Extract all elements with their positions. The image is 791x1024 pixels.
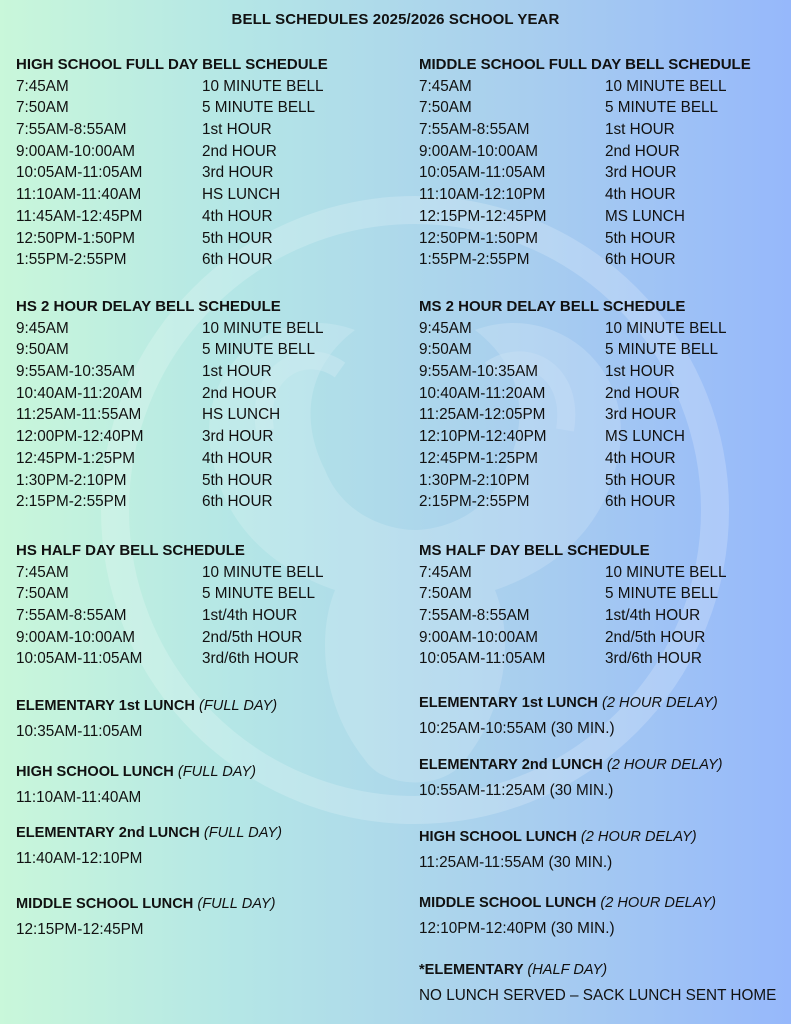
schedule-time: 7:50AM <box>419 99 472 117</box>
lunch-name: ELEMENTARY 2nd LUNCH <box>16 825 200 841</box>
schedule-row <box>16 228 396 250</box>
schedule-label: 5 MINUTE BELL <box>202 341 316 359</box>
schedule-time: 10:05AM-11:05AM <box>16 650 143 668</box>
schedule-label: 10 MINUTE BELL <box>605 77 727 95</box>
lunch-heading <box>16 823 396 843</box>
lunch-time: 10:55AM-11:25AM (30 MIN.) <box>419 782 614 799</box>
schedule-row <box>16 162 396 184</box>
schedule-row <box>419 119 791 141</box>
schedule-label: 4th HOUR <box>202 207 273 225</box>
schedule-row <box>419 491 791 513</box>
schedule-time: 7:50AM <box>16 99 69 117</box>
schedule-label: 10 MINUTE BELL <box>605 563 727 581</box>
schedule-label: 5th HOUR <box>605 471 676 489</box>
lunch-time: 12:10PM-12:40PM (30 MIN.) <box>419 920 615 937</box>
schedule-heading: MS 2 HOUR DELAY BELL SCHEDULE <box>419 298 686 315</box>
lunch-qualifier: (2 HOUR DELAY) <box>606 757 723 773</box>
lunch-heading <box>419 960 791 980</box>
schedule-label: 3rd HOUR <box>605 406 677 424</box>
schedule-label: 6th HOUR <box>605 493 676 511</box>
schedule-time: 9:00AM-10:00AM <box>419 142 539 160</box>
ms-full-day-schedule <box>419 54 791 271</box>
hs-half-day-schedule <box>16 540 396 670</box>
lunch-block <box>16 762 396 808</box>
lunch-qualifier: (2 HOUR DELAY) <box>602 695 718 711</box>
lunch-time: 11:40AM-12:10PM <box>16 850 143 867</box>
schedule-row <box>16 206 396 228</box>
schedule-label: 5 MINUTE BELL <box>202 99 316 117</box>
lunch-qualifier: (2 HOUR DELAY) <box>600 895 717 911</box>
page-title: BELL SCHEDULES 2025/2026 SCHOOL YEAR <box>231 11 560 28</box>
lunch-name: HIGH SCHOOL LUNCH <box>419 829 577 845</box>
schedule-label: 1st HOUR <box>202 363 272 381</box>
schedule-time: 11:10AM-11:40AM <box>16 186 142 204</box>
lunch-block <box>16 894 396 940</box>
schedule-label: 1st/4th HOUR <box>605 607 701 625</box>
schedule-label: 2nd HOUR <box>202 142 277 160</box>
schedule-time: 12:15PM-12:45PM <box>419 207 547 225</box>
schedule-time: 9:45AM <box>419 319 472 337</box>
schedule-label: 3rd HOUR <box>605 164 677 182</box>
schedule-label: 2nd HOUR <box>605 384 680 402</box>
schedule-time: 7:55AM-8:55AM <box>16 607 127 625</box>
schedule-label: 10 MINUTE BELL <box>202 319 324 337</box>
schedule-time: 11:10AM-12:10PM <box>419 186 546 204</box>
schedule-label: 5th HOUR <box>202 229 273 247</box>
lunch-qualifier: (FULL DAY) <box>203 825 282 841</box>
schedule-row <box>419 448 791 470</box>
schedule-time: 9:55AM-10:35AM <box>16 363 136 381</box>
schedule-heading: HS 2 HOUR DELAY BELL SCHEDULE <box>16 298 281 315</box>
schedule-label: MS LUNCH <box>605 428 685 446</box>
schedule-time: 10:05AM-11:05AM <box>16 164 143 182</box>
schedule-heading: MIDDLE SCHOOL FULL DAY BELL SCHEDULE <box>419 56 751 73</box>
schedule-row <box>419 404 791 426</box>
lunch-qualifier: (FULL DAY) <box>197 896 276 912</box>
schedule-time: 9:45AM <box>16 319 69 337</box>
schedule-label: HS LUNCH <box>202 186 281 204</box>
schedule-time: 7:55AM-8:55AM <box>419 607 530 625</box>
lunch-name: HIGH SCHOOL LUNCH <box>16 764 174 780</box>
schedule-row <box>16 184 396 206</box>
hs-full-day-schedule <box>16 54 396 271</box>
schedule-heading: HS HALF DAY BELL SCHEDULE <box>16 542 245 559</box>
lunch-time: 11:25AM-11:55AM (30 MIN.) <box>419 854 613 871</box>
schedule-label: 2nd/5th HOUR <box>605 628 706 646</box>
schedule-time: 11:25AM-11:55AM <box>16 406 142 424</box>
schedule-row <box>16 583 396 605</box>
schedule-row <box>419 76 791 98</box>
schedule-time: 7:55AM-8:55AM <box>419 121 530 139</box>
schedule-time: 2:15PM-2:55PM <box>16 493 127 511</box>
schedule-row <box>419 605 791 627</box>
schedule-label: 3rd HOUR <box>202 164 274 182</box>
schedule-time: 9:50AM <box>419 341 472 359</box>
lunch-name: MIDDLE SCHOOL LUNCH <box>419 895 597 911</box>
schedule-time: 1:55PM-2:55PM <box>419 251 530 269</box>
schedule-label: 10 MINUTE BELL <box>605 319 727 337</box>
schedule-heading: MS HALF DAY BELL SCHEDULE <box>419 542 650 559</box>
schedule-time: 7:45AM <box>16 77 69 95</box>
hs-2-hour-delay-schedule <box>16 296 396 513</box>
schedule-label: 2nd HOUR <box>202 384 277 402</box>
lunch-time: 11:10AM-11:40AM <box>16 789 142 806</box>
schedule-row <box>419 97 791 119</box>
ms-half-day-schedule <box>419 540 791 670</box>
schedule-heading: HIGH SCHOOL FULL DAY BELL SCHEDULE <box>16 56 328 73</box>
schedule-row <box>16 470 396 492</box>
schedule-time: 11:25AM-12:05PM <box>419 406 546 424</box>
schedule-row <box>419 228 791 250</box>
schedule-time: 7:50AM <box>419 585 472 603</box>
schedule-label: 10 MINUTE BELL <box>202 563 324 581</box>
right-column <box>419 0 791 1024</box>
schedule-row <box>16 318 396 340</box>
schedule-row <box>419 318 791 340</box>
schedule-time: 7:50AM <box>16 585 69 603</box>
schedule-time: 10:40AM-11:20AM <box>419 384 546 402</box>
schedule-label: 5th HOUR <box>605 229 676 247</box>
schedule-row <box>16 562 396 584</box>
lunch-heading <box>16 696 396 716</box>
lunch-qualifier: (FULL DAY) <box>199 698 278 714</box>
schedule-time: 9:55AM-10:35AM <box>419 363 539 381</box>
lunch-block <box>419 893 791 939</box>
schedule-row <box>16 404 396 426</box>
ms-2-hour-delay-schedule <box>419 296 791 513</box>
schedule-time: 10:40AM-11:20AM <box>16 384 143 402</box>
schedule-label: 1st/4th HOUR <box>202 607 298 625</box>
schedule-label: 5 MINUTE BELL <box>202 585 316 603</box>
schedule-label: 2nd/5th HOUR <box>202 628 303 646</box>
schedule-time: 1:55PM-2:55PM <box>16 251 127 269</box>
lunch-block <box>16 696 396 742</box>
lunch-name: MIDDLE SCHOOL LUNCH <box>16 896 194 912</box>
schedule-row <box>16 141 396 163</box>
schedule-row <box>16 119 396 141</box>
schedule-row <box>419 470 791 492</box>
schedule-label: 3rd/6th HOUR <box>202 650 299 668</box>
schedule-label: 5th HOUR <box>202 471 273 489</box>
schedule-time: 7:45AM <box>419 563 472 581</box>
schedule-label: 4th HOUR <box>605 449 676 467</box>
lunch-block <box>16 823 396 869</box>
schedule-row <box>419 562 791 584</box>
lunch-qualifier: (HALF DAY) <box>527 962 608 978</box>
lunch-name: ELEMENTARY 1st LUNCH <box>16 698 195 714</box>
lunch-time: NO LUNCH SERVED – SACK LUNCH SENT HOME <box>419 987 777 1004</box>
schedule-row <box>16 605 396 627</box>
schedule-row <box>419 162 791 184</box>
schedule-label: 3rd HOUR <box>202 428 274 446</box>
schedule-label: 4th HOUR <box>202 449 273 467</box>
schedule-row <box>16 249 396 271</box>
schedule-time: 9:00AM-10:00AM <box>16 142 136 160</box>
schedule-time: 12:00PM-12:40PM <box>16 428 144 446</box>
schedule-label: 6th HOUR <box>202 251 273 269</box>
schedule-row <box>419 141 791 163</box>
lunch-time: 10:25AM-10:55AM (30 MIN.) <box>419 720 615 737</box>
schedule-label: 1st HOUR <box>605 363 675 381</box>
schedule-row <box>419 184 791 206</box>
schedule-time: 1:30PM-2:10PM <box>16 471 127 489</box>
lunch-heading <box>419 827 791 847</box>
schedule-row <box>16 383 396 405</box>
lunch-heading <box>419 893 791 913</box>
schedule-row <box>419 339 791 361</box>
lunch-heading <box>16 762 396 782</box>
schedule-row <box>419 249 791 271</box>
schedule-label: 10 MINUTE BELL <box>202 77 324 95</box>
schedule-time: 12:45PM-1:25PM <box>419 449 539 467</box>
schedule-time: 10:05AM-11:05AM <box>419 650 546 668</box>
schedule-row <box>419 426 791 448</box>
schedule-time: 9:00AM-10:00AM <box>16 628 136 646</box>
schedule-row <box>419 583 791 605</box>
schedule-row <box>16 627 396 649</box>
lunch-name: ELEMENTARY 2nd LUNCH <box>419 757 603 773</box>
lunch-time: 10:35AM-11:05AM <box>16 723 143 740</box>
schedule-label: 3rd/6th HOUR <box>605 650 702 668</box>
schedule-row <box>419 206 791 228</box>
schedule-time: 9:50AM <box>16 341 69 359</box>
schedule-time: 9:00AM-10:00AM <box>419 628 539 646</box>
schedule-time: 12:50PM-1:50PM <box>16 229 136 247</box>
schedule-row <box>16 426 396 448</box>
schedule-row <box>419 648 791 670</box>
schedule-label: 6th HOUR <box>605 251 676 269</box>
lunch-name: *ELEMENTARY <box>419 962 524 978</box>
lunch-block <box>419 827 791 873</box>
lunch-qualifier: (2 HOUR DELAY) <box>580 829 697 845</box>
schedule-label: 6th HOUR <box>202 493 273 511</box>
lunch-time: 12:15PM-12:45PM <box>16 921 144 938</box>
schedule-label: 1st HOUR <box>202 121 272 139</box>
schedule-row <box>16 97 396 119</box>
schedule-label: MS LUNCH <box>605 207 685 225</box>
lunch-heading <box>419 693 791 713</box>
schedule-time: 12:50PM-1:50PM <box>419 229 539 247</box>
schedule-row <box>16 491 396 513</box>
schedule-time: 10:05AM-11:05AM <box>419 164 546 182</box>
lunch-name: ELEMENTARY 1st LUNCH <box>419 695 598 711</box>
schedule-label: 1st HOUR <box>605 121 675 139</box>
lunch-heading <box>16 894 396 914</box>
lunch-block <box>419 960 791 1006</box>
schedule-row <box>419 383 791 405</box>
lunch-heading <box>419 755 791 775</box>
schedule-time: 1:30PM-2:10PM <box>419 471 530 489</box>
schedule-label: 2nd HOUR <box>605 142 680 160</box>
schedule-label: 5 MINUTE BELL <box>605 99 719 117</box>
schedule-label: 4th HOUR <box>605 186 676 204</box>
schedule-row <box>16 448 396 470</box>
lunch-block <box>419 693 791 739</box>
schedule-time: 12:45PM-1:25PM <box>16 449 136 467</box>
schedule-time: 7:45AM <box>16 563 69 581</box>
schedule-time: 7:55AM-8:55AM <box>16 121 127 139</box>
schedule-label: HS LUNCH <box>202 406 281 424</box>
schedule-row <box>419 627 791 649</box>
schedule-label: 5 MINUTE BELL <box>605 341 719 359</box>
schedule-row <box>16 648 396 670</box>
schedule-time: 2:15PM-2:55PM <box>419 493 530 511</box>
schedule-row <box>16 339 396 361</box>
schedule-row <box>419 361 791 383</box>
schedule-label: 5 MINUTE BELL <box>605 585 719 603</box>
schedule-row <box>16 361 396 383</box>
schedule-time: 12:10PM-12:40PM <box>419 428 547 446</box>
schedule-time: 11:45AM-12:45PM <box>16 207 143 225</box>
schedule-row <box>16 76 396 98</box>
lunch-block <box>419 755 791 801</box>
schedule-time: 7:45AM <box>419 77 472 95</box>
lunch-qualifier: (FULL DAY) <box>177 764 257 780</box>
left-column <box>16 0 396 1024</box>
